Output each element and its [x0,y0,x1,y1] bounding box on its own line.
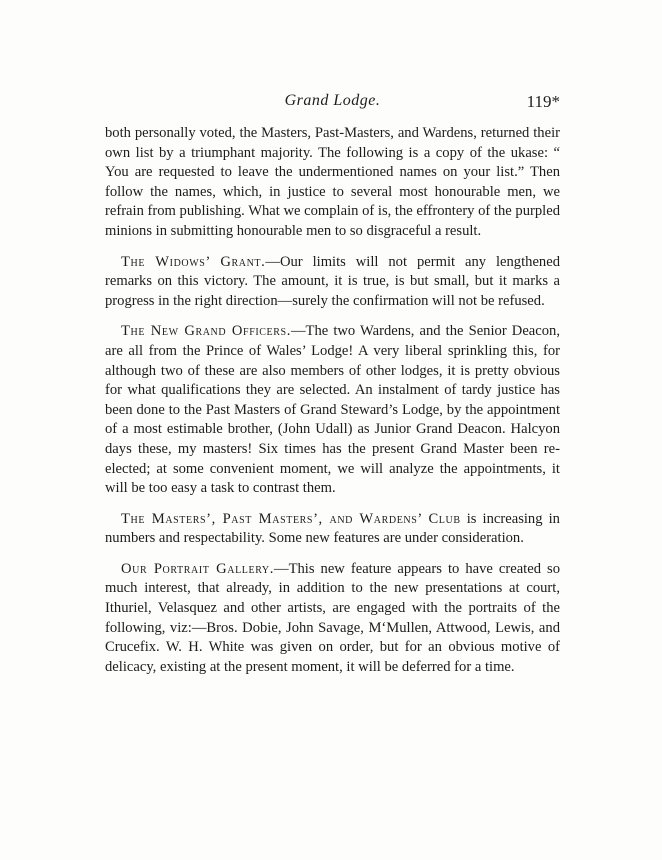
paragraph-widows-grant [105,253,560,312]
paragraph-masters-club [105,510,560,549]
section-heading: Our Portrait Gallery. [121,560,274,577]
section-heading: The Widows’ Grant. [121,253,266,270]
paragraph-text: —Our limits will not permit any lengthened remarks on this victory. The amount, it is true, is but small, but it marks a progress in the right direction—surely the confirmation will not be refused. [105,253,560,309]
paragraph-new-grand-officers [105,322,560,498]
running-title: Grand Lodge. [284,92,381,109]
paragraph-portrait-gallery [105,560,560,678]
paragraph-text: —This new feature appears to have created so much interest, that already, in addition to the new presentations at court, Ithuriel, Velasquez and other artists, are engaged with the portraits of the following, viz:—Bros. Dobie, John Savage, M‘Mullen, Attwood, Lewis, and Crucefix. W. H. White was given on order, but for an obvious motive of delicacy, existing at the present moment, it will be deferred for a time. [105,560,560,675]
text-body [105,124,560,688]
section-heading: The New Grand Officers. [121,323,291,340]
running-head [105,92,560,116]
paragraph-text: —The two Wardens, and the Senior Deacon, are all from the Prince of Wales’ Lodge! A very liberal sprinkling this, for although two of these are also members of other lodges, it is pretty obvious for what qualifications they are selected. An instalment of tardy justice has been done to the Past Masters of Grand Steward’s Lodge, by the appointment of a most estimable brother, (John Udall) as Junior Grand Deacon. Halcyon days these, my masters! Six times has the present Grand Master been re-elected; at some convenient moment, we will analyze the appointments, it will be too easy a task to contrast them. [105,323,560,497]
paragraph-text: both personally voted, the Masters, Past-Masters, and Wardens, returned their own list by a triumphant majority. The following is a copy of the ukase: “ You are requested to leave the undermentioned names on your list.” Then follow the names, which, in justice to several most honourable men, we refrain from publishing. What we complain of is, the effrontery of the purpled minions in submitting honourable men to so disgraceful a result. [105,125,560,239]
section-heading: The Masters’, Past Masters’, and Wardens’ Club [121,510,461,527]
page-number: 119* [526,92,560,111]
paragraph-text: is increasing in numbers and respectability. Some new features are under consideration. [105,510,560,547]
paragraph-continued [105,124,560,242]
